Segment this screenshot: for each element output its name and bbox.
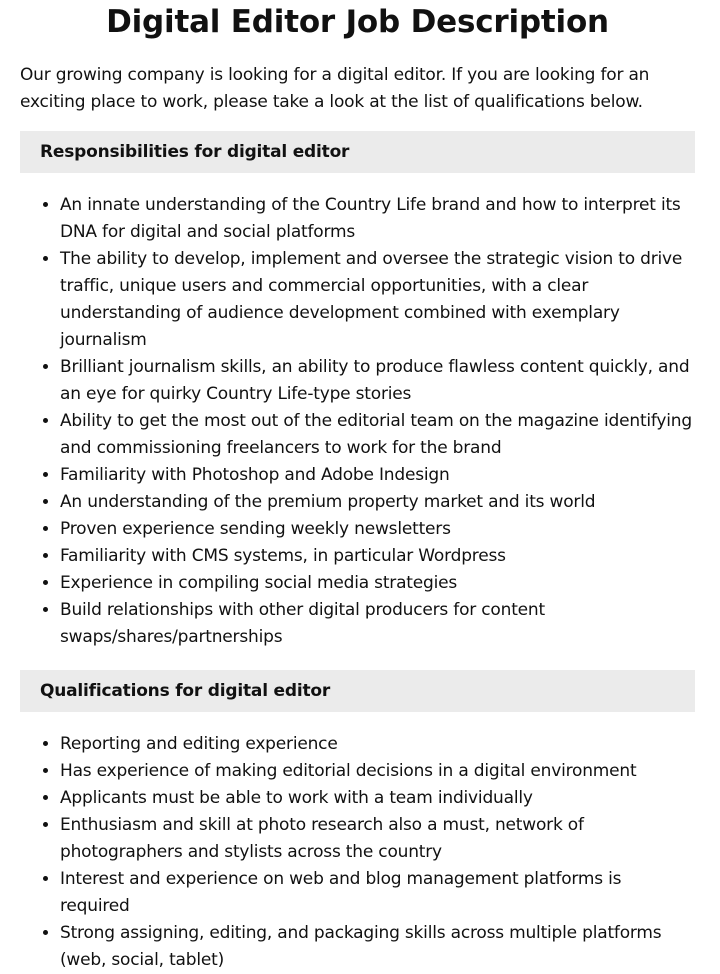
list-item: • Has experience of making editorial decisions in a digital environment [60,758,695,785]
list-item: • Familiarity with Photoshop and Adobe Indesign [60,462,695,489]
qualifications-heading: Qualifications for digital editor [20,670,695,712]
list-item: • Experience in compiling social media strategies [60,570,695,597]
list-item: • Familiarity with CMS systems, in particular Wordpress [60,543,695,570]
list-item: • Strong assigning, editing, and packaging skills across multiple platforms (web, social, tablet) [60,920,695,974]
responsibilities-heading: Responsibilities for digital editor [20,131,695,173]
list-item: • Reporting and editing experience [60,731,695,758]
page-title: Digital Editor Job Description [106,4,609,40]
list-item: • An innate understanding of the Country Life brand and how to interpret its DNA for digital and social platforms [60,192,695,246]
list-item: • Applicants must be able to work with a team individually [60,785,695,812]
list-item: • The ability to develop, implement and oversee the strategic vision to drive traffic, unique users and commercial opportunities, with a clear understanding of audience development combined with exemplary journalism [60,246,695,354]
list-item: • Ability to get the most out of the editorial team on the magazine identifying and commissioning freelancers to work for the brand [60,408,695,462]
list-item: • An understanding of the premium property market and its world [60,489,695,516]
list-item: • Build relationships with other digital producers for content swaps/shares/partnerships [60,597,695,651]
list-item: • Proven experience sending weekly newsletters [60,516,695,543]
intro-paragraph: Our growing company is looking for a digital editor. If you are looking for an exciting place to work, please take a look at the list of qualifications below. [20,65,650,112]
responsibilities-list [20,192,695,651]
list-item: • Enthusiasm and skill at photo research also a must, network of photographers and stylists across the country [60,812,695,866]
list-item: • Interest and experience on web and blog management platforms is required [60,866,695,920]
list-item: • Brilliant journalism skills, an ability to produce flawless content quickly, and an eye for quirky Country Life-type stories [60,354,695,408]
qualifications-list [20,731,695,974]
